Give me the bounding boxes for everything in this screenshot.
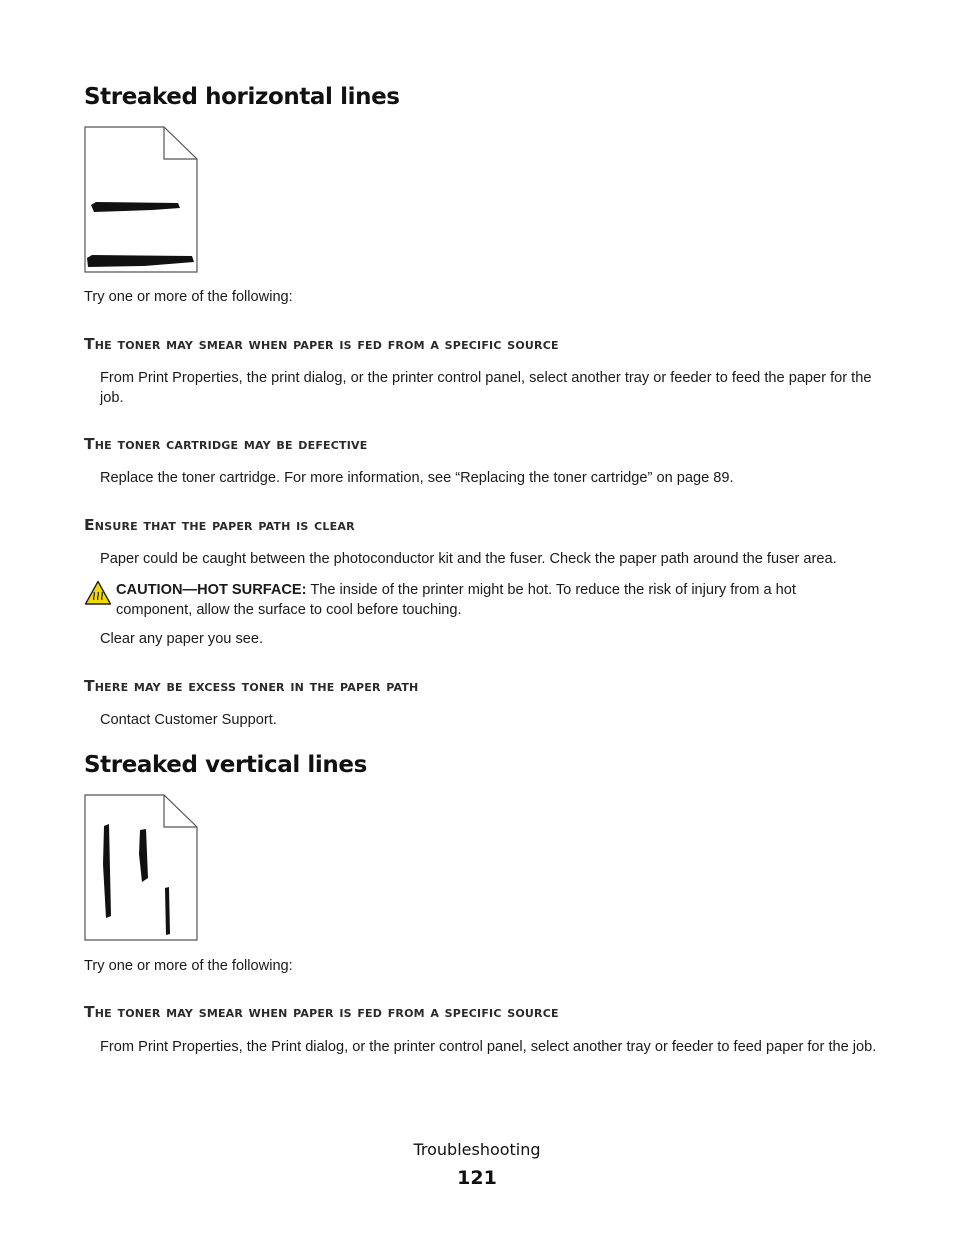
heading-paper-path-clear: Ensure that the paper path is clear bbox=[84, 516, 355, 534]
intro-text-vertical: Try one or more of the following: bbox=[84, 958, 293, 974]
body-clear-paper: Clear any paper you see. bbox=[100, 631, 264, 647]
vertical-streaks-illustration bbox=[84, 794, 199, 942]
horizontal-streaks-illustration bbox=[84, 126, 199, 274]
body-toner-smear-vertical: From Print Properties, the Print dialog, or the printer control panel, select another tray or feeder to feed paper for the job. bbox=[100, 1039, 877, 1055]
caution-message: The inside of the printer might be hot. To reduce the risk of injury from a hot component, allow the surface to cool before touching. bbox=[116, 582, 796, 618]
intro-text: Try one or more of the following: bbox=[84, 289, 293, 305]
heading-toner-smear: The toner may smear when paper is fed from a specific source bbox=[84, 335, 559, 353]
section-title-vertical: Streaked vertical lines bbox=[84, 752, 367, 778]
caution-text bbox=[116, 580, 876, 620]
heading-excess-toner: There may be excess toner in the paper path bbox=[84, 677, 419, 695]
caution-label: CAUTION—HOT SURFACE: bbox=[116, 582, 307, 598]
heading-cartridge-defective: The toner cartridge may be defective bbox=[84, 435, 368, 453]
body-excess-toner: Contact Customer Support. bbox=[100, 712, 277, 728]
body-paper-path-clear: Paper could be caught between the photoconductor kit and the fuser. Check the paper path around the fuser area. bbox=[100, 551, 837, 567]
section-title-horizontal: Streaked horizontal lines bbox=[84, 84, 400, 110]
page-number: 121 bbox=[457, 1167, 497, 1189]
hot-surface-warning-icon bbox=[84, 580, 112, 606]
body-toner-smear: From Print Properties, the print dialog, or the printer control panel, select another tray or feeder to feed the paper for the job. bbox=[100, 370, 872, 406]
heading-toner-smear-vertical: The toner may smear when paper is fed from a specific source bbox=[84, 1003, 559, 1021]
body-cartridge-defective: Replace the toner cartridge. For more information, see “Replacing the toner cartridge” on page 89. bbox=[100, 470, 734, 486]
footer-chapter: Troubleshooting bbox=[413, 1140, 541, 1159]
